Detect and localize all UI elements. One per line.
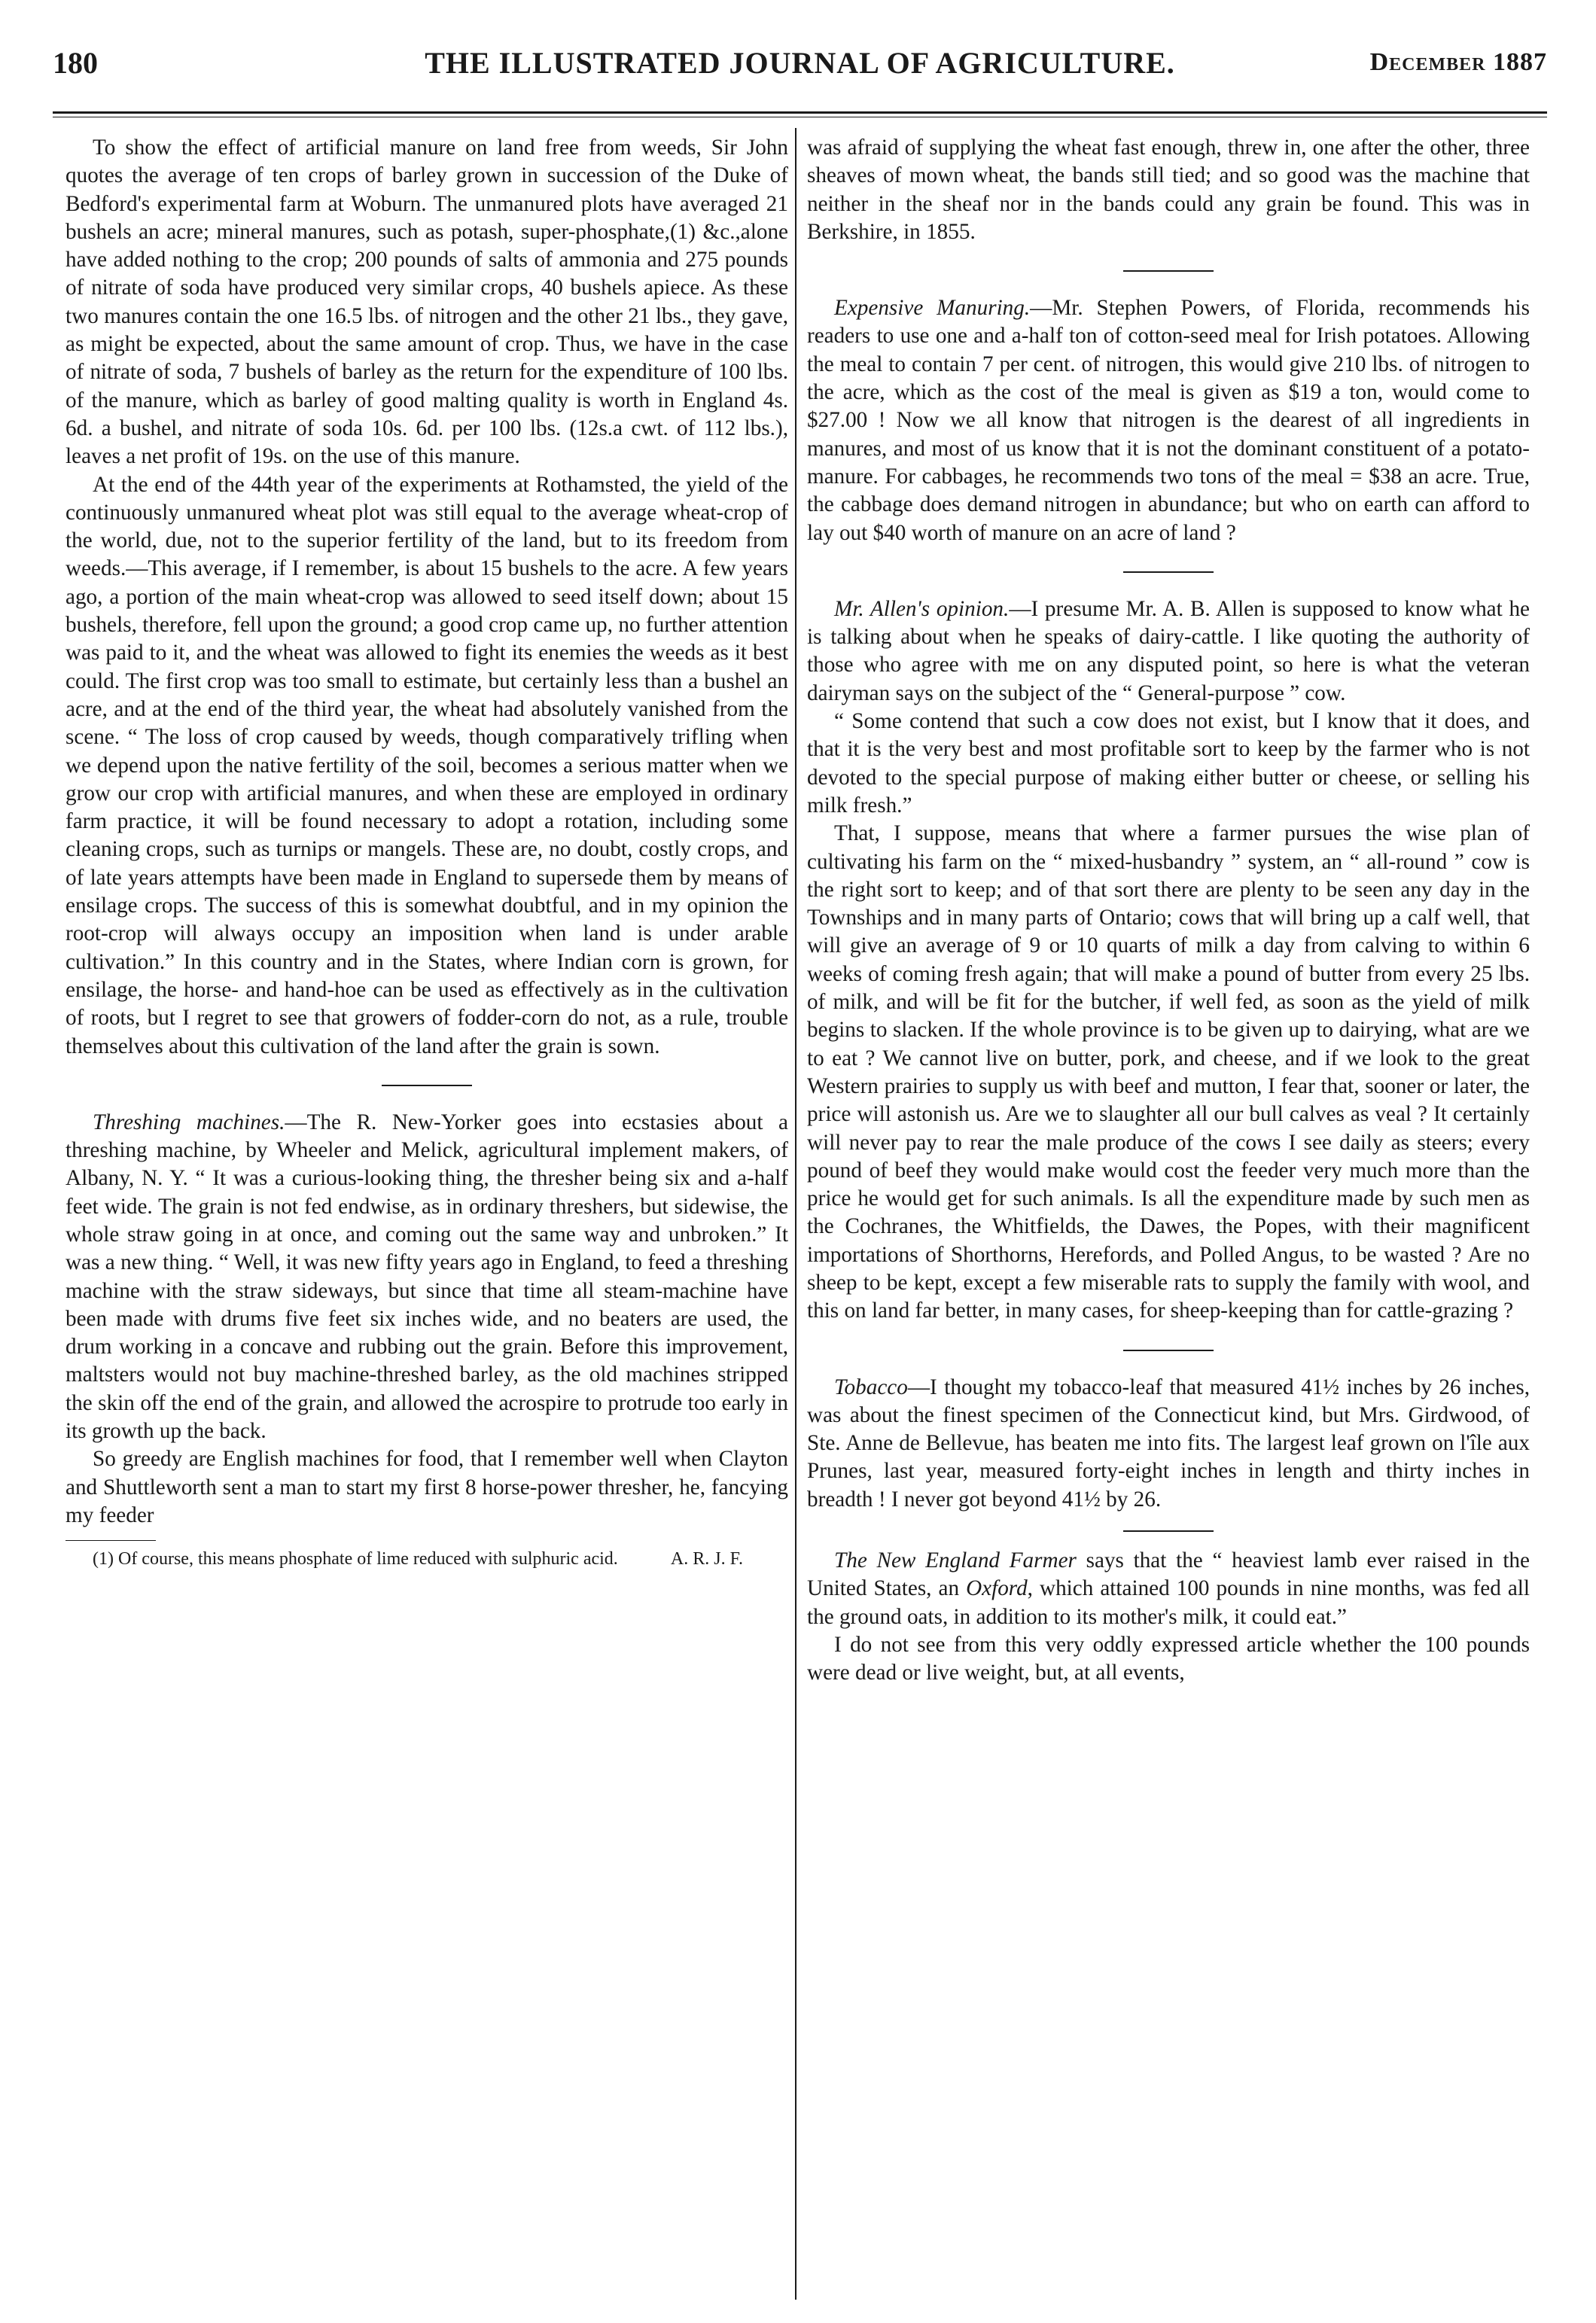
section-divider xyxy=(382,1085,472,1086)
paragraph-tobacco: Tobacco—I thought my tobacco-leaf that measured 41½ inches by 26 inches, was about the finest specimen of the Connecticut kind, but Mrs. Girdwood, of Ste. Anne de Bellevue, has beaten me into fits. The largest leaf grown on l'île aux Prunes, last year, measured forty-eight inches in length and thirty inches in breadth ! I never got beyond 41½ by 26. xyxy=(807,1375,1530,1512)
footnote-signature: A. R. J. F. xyxy=(670,1549,743,1569)
column-separator xyxy=(795,128,796,2300)
right-column xyxy=(807,134,1530,1688)
section-divider xyxy=(1123,571,1214,573)
left-column xyxy=(65,134,788,1570)
paragraph-weight: I do not see from this very oddly expressed article whether the 100 pounds were dead or live weight, but, at all events, xyxy=(807,1632,1530,1685)
section-heading-allen: Mr. Allen's opinion. xyxy=(834,596,1010,621)
paragraph-expensive-manuring: Expensive Manuring.—Mr. Stephen Powers, of Florida, recommends his readers to use one and a-half ton of cotton-seed meal for Irish potatoes. Allowing the meal to contain 7 per cent. of nitrogen, this would give 210 lbs. of nitrogen to the acre, which as the cost of the meal is given as $19 a ton, would come to $27.00 ! Now we all know that nitrogen is the dearest of all ingredients in manures, and most of us know that it is not the dominant constituent of a potato-manure. For cabbages, he recommends two tons of the meal = $38 an acre. True, the cabbage does demand nitrogen in abundance; but who on earth can afford to lay out $40 worth of manure on an acre of land ? xyxy=(807,296,1530,545)
paragraph-manure-woburn: To show the effect of artificial manure on land free from weeds, Sir John quotes the average of ten crops of barley grown in succession of the Duke of Bedford's experimental farm at Woburn. The unmanured plots have averaged 21 bushels an acre; mineral manures, such as potash, super-phosphate,(1) &c.,alone have added nothing to the crop; 200 pounds of salts of ammonia and 275 pounds of nitrate of soda have produced very similar crops, 40 bushels apiece. As these two manures contain the one 16.5 lbs. of nitrogen and the other 21 lbs., they gave, as might be expected, about the same amount of crop. Thus, we have in the case of nitrate of soda, 7 bushels of barley as the return for the expenditure of 100 lbs. of the manure, which as barley of good malting quality is worth in England 4s. 6d. a bushel, and nitrate of soda 10s. 6d. per 100 lbs. (12s.a cwt. of 112 lbs.), leaves a net profit of 19s. on the use of this manure. xyxy=(65,135,788,469)
section-divider xyxy=(1123,1530,1214,1532)
breed-name: Oxford xyxy=(966,1576,1028,1601)
section-heading-manuring: Expensive Manuring. xyxy=(834,296,1031,321)
section-divider xyxy=(1123,270,1214,272)
footnote-divider xyxy=(65,1540,156,1541)
paragraph-threshing: Threshing machines.—The R. New-Yorker goes into ecstasies about a threshing machine, by Wheeler and Melick, agricultural implement makers, of Albany, N. Y. “ It was a curious-looking thing, the thresher being six and a-half feet wide. The grain is not fed endwise, as in ordinary threshers, but sidewise, the whole straw going in at once, and coming out the same way and unbroken.” It was a new thing. “ Well, it was new fifty years ago in England, to feed a threshing machine with the straw sideways, but since that time all steam-machine have been made with drums five feet six inches wide, and no beaters are used, the drum working in a concave and rubbing out the grain. Before this improvement, maltsters would not buy machine-threshed barley, as the old machines stripped the skin off the end of the grain, and allowed the acrospire to protrude too early in its growth up the back. xyxy=(65,1110,789,1444)
paragraph-rothamsted: At the end of the 44th year of the experiments at Rothamsted, the yield of the continuously unmanured wheat plot was still equal to the average wheat-crop of the world, due, not to the superior fertility of the land, but to its freedom from weeds.—This average, if I remember, is about 15 bushels to the acre. A few years ago, a portion of the main wheat-crop was allowed to seed itself down; about 15 bushels, therefore, fell upon the ground; a good crop came up, no further attention was paid to it, and the wheat was allowed to fight its enemies the weeds as it best could. The first crop was too small to estimate, but certainly less than a bushel an acre, and at the end of the third year, the wheat had absolutely vanished from the scene. “ The loss of crop caused by weeds, though comparatively trifling when we depend upon the native fertility of the soil, becomes a serious matter when we grow our crop with artificial manures, and when these are employed in ordinary farm practice, it will be found necessary to adopt a rotation, including some cleaning crops, such as turnips or mangels. These are, no doubt, costly crops, and of late years attempts have been made in England to supersede them by means of ensilage crops. The success of this is somewhat doubtful, and in my opinion the root-crop will always occupy an imposition when land is under arable cultivation.” In this country and in the States, where Indian corn is grown, for ensilage, the horse- and hand-hoe can be used as effectively as in the cultivation of roots, but I regret to see that growers of fodder-corn do not, as a rule, trouble themselves about this cultivation of the land after the grain is sown. xyxy=(65,472,788,1058)
issue-date: December 1887 xyxy=(1369,48,1547,76)
periodical-name: The New England Farmer xyxy=(834,1548,1077,1573)
paragraph-mixed-husbandry: That, I suppose, means that where a farmer pursues the wise plan of cultivating his farm on the “ mixed-husbandry ” system, an “ all-round ” cow is the right sort to keep; and of that sort there are plenty to be seen any day in the Townships and in many parts of Ontario; cows that will bring up a calf well, that will give an average of 9 or 10 quarts of milk a day from calving to within 6 weeks of coming fresh again; that will make a pound of butter from every 25 lbs. of milk, and will be fit for the butcher, if well fed, as soon as the yield of milk begins to slacken. If the whole province is to be given up to dairying, what are we to eat ? We cannot live on butter, pork, and cheese, and if we look to the great Western prairies to supply us with beef and mutton, I fear that, sooner or later, the price will astonish us. Are we to slaughter all our bull calves as veal ? It certainly will never pay to rear the male produce of the cows I see daily as steers; every pound of beef they would make would cost the feeder very much more than the price he would get for such animals. Is all the expenditure made by such men as the Cochranes, the Whitfields, the Dawes, the Popes, with their magnificent importations of Shorthorns, Herefords, and Polled Angus, to be wasted ? Are no sheep to be kept, except a few miserable rats to supply the family with wool, and this on land far better, in many cases, for sheep-keeping than for cattle-grazing ? xyxy=(807,821,1530,1323)
section-divider xyxy=(1123,1350,1214,1351)
section-heading-tobacco: Tobacco xyxy=(834,1375,908,1399)
journal-title: THE ILLUSTRATED JOURNAL OF AGRICULTURE. xyxy=(425,46,1175,80)
header-rule xyxy=(53,111,1547,114)
paragraph-continuation: was afraid of supplying the wheat fast enough, threw in, one after the other, three sheaves of mown wheat, the bands still tied; and so good was the machine that neither in the sheaf nor in the bands could any grain be found. This was in Berkshire, in 1855. xyxy=(807,135,1530,244)
paragraph-lamb: The New England Farmer says that the “ heaviest lamb ever raised in the United States, an Oxford, which attained 100 pounds in nine months, was fed all the ground oats, in addition to its mother's milk, it could eat.” xyxy=(807,1548,1530,1629)
paragraph-greedy-machines: So greedy are English machines for food, that I remember well when Clayton and Shuttleworth sent a man to start my first 8 horse-power thresher, he, fancying my feeder xyxy=(65,1447,788,1527)
paragraph-quote-cow: “ Some contend that such a cow does not exist, but I know that it does, and that it is the very best and most profitable sort to keep by the farmer who is not devoted to the special purpose of making either butter or cheese, or selling his milk fresh.” xyxy=(807,709,1530,817)
page-number: 180 xyxy=(53,46,98,80)
footnote: (1) Of course, this means phosphate of lime reduced with sulphuric acid. A. R. J. F. xyxy=(93,1549,743,1569)
page-header xyxy=(53,45,1547,90)
section-heading-threshing: Threshing machines. xyxy=(93,1110,285,1134)
paragraph-allen-opinion: Mr. Allen's opinion.—I presume Mr. A. B. Allen is supposed to know what he is talking about when he speaks of dairy-cattle. I like quoting the authority of those who agree with me on any disputed point, so here is what the veteran dairyman says on the subject of the “ General-purpose ” cow. xyxy=(807,596,1530,705)
